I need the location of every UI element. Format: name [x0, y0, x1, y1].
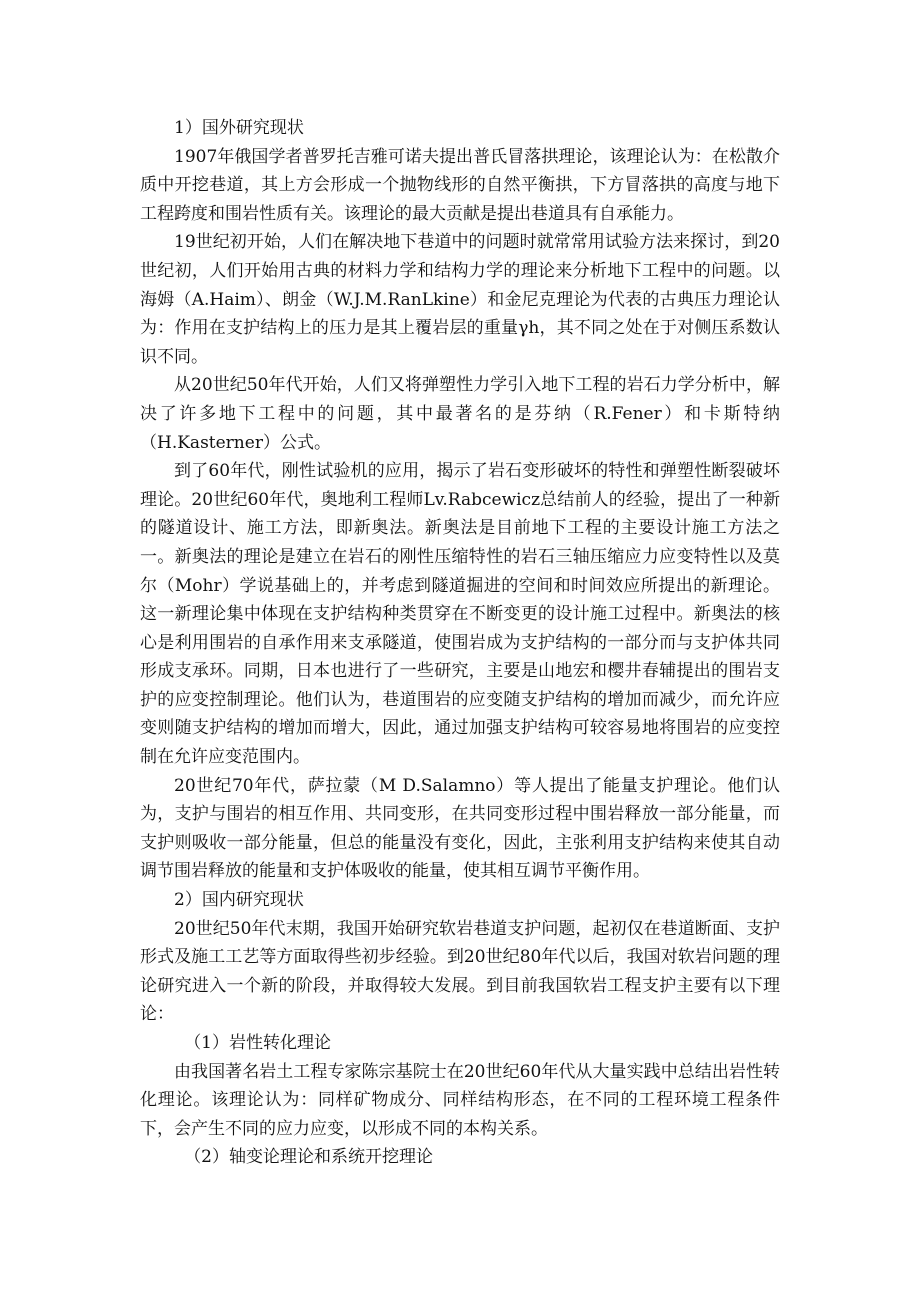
paragraph-energy-support-theory: 20世纪70年代，萨拉蒙（M D.Salamno）等人提出了能量支护理论。他们认为，支护与围岩的相互作用、共同变形，在共同变形过程中围岩释放一部分能量，而支护则吸收一部分能量，但总的能量没有变化，因此，主张利用支护结构来使其自动调节围岩释放的能量和支护体吸收的能量，使其相互调节平衡作用。 [140, 775, 780, 882]
document-body [140, 114, 780, 1172]
paragraph-domestic-overview: 20世纪50年代末期，我国开始研究软岩巷道支护问题，起初仅在巷道断面、支护形式及施工工艺等方面取得些初步经验。到20世纪80年代以后，我国对软岩问题的理论研究进入一个新的阶段，并取得较大发展。到目前我国软岩工程支护主要有以下理论： [140, 918, 780, 1025]
paragraph-elastoplastic-mechanics: 从20世纪50年代开始，人们又将弹塑性力学引入地下工程的岩石力学分析中，解决了许多地下工程中的问题，其中最著名的是芬纳（R.Fener）和卡斯特纳（H.Kasterner）公式。 [140, 375, 780, 453]
subheading-axial-variation-theory: （2）轴变论理论和系统开挖理论 [184, 1147, 434, 1168]
subheading-lithology-transformation: （1）岩性转化理论 [184, 1033, 332, 1053]
paragraph-new-austrian-method: 到了60年代，刚性试验机的应用，揭示了岩石变形破坏的特性和弹塑性断裂破坏理论。20世纪60年代，奥地利工程师Lv.Rabcewicz总结前人的经验，提出了一种新的隧道设计、施工方法，即新奥法。新奥法是目前地下工程的主要设计施工方法之一。新奥法的理论是建立在岩石的刚性压缩特性的岩石三轴压缩应力应变特性以及莫尔（Mohr）学说基础上的，并考虑到隧道掘进的空间和时间效应所提出的新理论。这一新理论集中体现在支护结构种类贯穿在不断变更的设计施工过程中。新奥法的核心是利用围岩的自承作用来支承隧道，使围岩成为支护结构的一部分而与支护体共同形成支承环。同期，日本也进行了一些研究，主要是山地宏和樱井春辅提出的围岩支护的应变控制理论。他们认为，巷道围岩的应变随支护结构的增加而减少，而允许应变则随支护结构的增加而增大，因此，通过加强支护结构可较容易地将围岩的应变控制在允许应变范围内。 [140, 461, 780, 768]
paragraph-lithology-transformation: 由我国著名岩土工程专家陈宗基院士在20世纪60年代从大量实践中总结出岩性转化理论。该理论认为：同样矿物成分、同样结构形态，在不同的工程环境工程条件下，会产生不同的应力应变，以形成不同的本构关系。 [140, 1061, 780, 1139]
paragraph-classical-pressure-theory: 19世纪初开始，人们在解决地下巷道中的问题时就常常用试验方法来探讨，到20世纪初，人们开始用古典的材料力学和结构力学的理论来分析地下工程中的问题。以海姆（A.Haim）、朗金（W.J.M.RanLkine）和金尼克理论为代表的古典压力理论认为：作用在支护结构上的压力是其上覆岩层的重量γh，其不同之处在于对侧压系数认识不同。 [140, 232, 780, 367]
section-heading-domestic-research: 2）国内研究现状 [174, 890, 304, 911]
paragraph-protodyakonov-theory: 1907年俄国学者普罗托吉雅可诺夫提出普氏冒落拱理论，该理论认为：在松散介质中开挖巷道，其上方会形成一个抛物线形的自然平衡拱，下方冒落拱的高度与地下工程跨度和围岩性质有关。该理论的最大贡献是提出巷道具有自承能力。 [140, 146, 780, 224]
section-heading-foreign-research: 1）国外研究现状 [174, 118, 304, 138]
